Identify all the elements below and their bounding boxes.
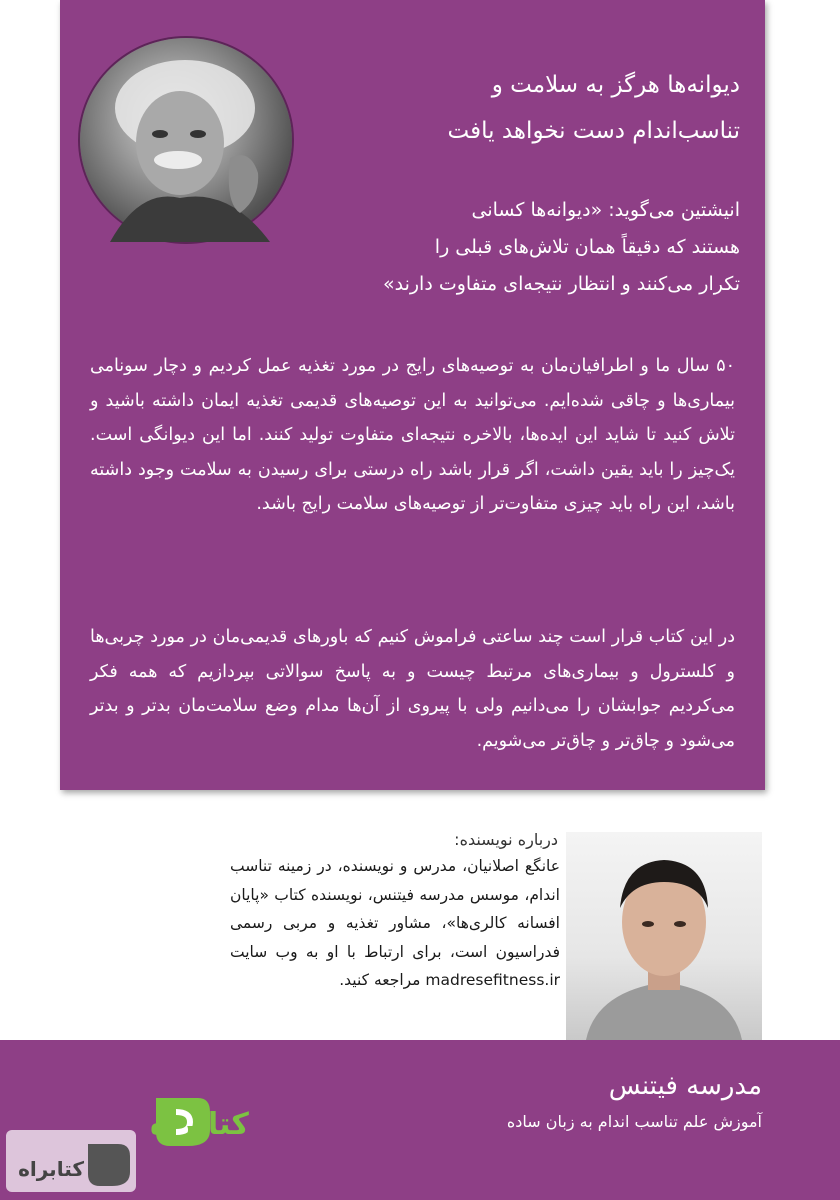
headline-line-2: تناسب‌اندام دست نخواهد یافت bbox=[447, 118, 740, 144]
logo-green-text: کتابراه bbox=[150, 1107, 249, 1142]
body-paragraph-1: ۵۰ سال ما و اطرافیان‌مان به توصیه‌های رایج در مورد تغذیه عمل کردیم و دچار سونامی بیماری‌ها و چاقی شده‌ایم. می‌توانید به این توصیه‌های قدیمی تغذیه ایمان داشته باشید و تلاش کنید تا شاید این ایده‌ها، بالاخره نتیجه‌ای متفاوت تولید کنند. اما این دیوانگی است. یک‌چیز را باید یقین داشت، اگر قرار باشد راه درستی برای رسیدن به سلامت وجود داشته باشد، این راه باید چیزی متفاوت‌تر از توصیه‌های سلامت رایج باشد. bbox=[90, 356, 735, 514]
headline-line-1: دیوانه‌ها هرگز به سلامت و bbox=[491, 72, 740, 98]
body-paragraph-2: در این کتاب قرار است چند ساعتی فراموش کنیم که باورهای قدیمی‌مان در مورد چربی‌ها و کلسترول و بیماری‌های مرتبط چیست و به پاسخ سوالاتی بپردازیم که همه فکر می‌کردیم جوابشان را می‌دانیم ولی با پیروی از آن‌ها مدام وضع سلامت‌مان بدتر و بدتر می‌شود و چاق‌تر و چاق‌تر می‌شویم. bbox=[90, 627, 735, 751]
author-photo bbox=[566, 832, 762, 1040]
quote-line-2: هستند که دقیقاً همان تلاش‌های قبلی را bbox=[434, 236, 740, 258]
einstein-portrait bbox=[80, 38, 292, 242]
ketabrah-watermark bbox=[6, 1130, 136, 1192]
headline bbox=[280, 62, 740, 154]
quote-line-3: تکرار می‌کنند و انتظار نتیجه‌ای متفاوت دارند» bbox=[382, 273, 740, 295]
brand-tagline: آموزش علم تناسب اندام به زبان ساده bbox=[506, 1112, 762, 1131]
brand-name: مدرسه فیتنس bbox=[608, 1071, 762, 1101]
about-author-bio: عانگع اصلانیان، مدرس و نویسنده، در زمینه تناسب اندام، موسس مدرسه فیتنس، نویسنده کتاب «پایان افسانه کالری‌ها»، مشاور تغذیه و مربی رسمی فدراسیون است، برای ارتباط با او به وب سایت madresefitness.ir مراجعه کنید. bbox=[230, 857, 560, 989]
einstein-quote bbox=[310, 192, 740, 303]
about-author-heading: درباره نویسنده: bbox=[454, 830, 558, 849]
logo-watermark-text: کتابراه bbox=[18, 1157, 84, 1181]
quote-line-1: انیشتین می‌گوید: «دیوانه‌ها کسانی bbox=[471, 199, 740, 221]
